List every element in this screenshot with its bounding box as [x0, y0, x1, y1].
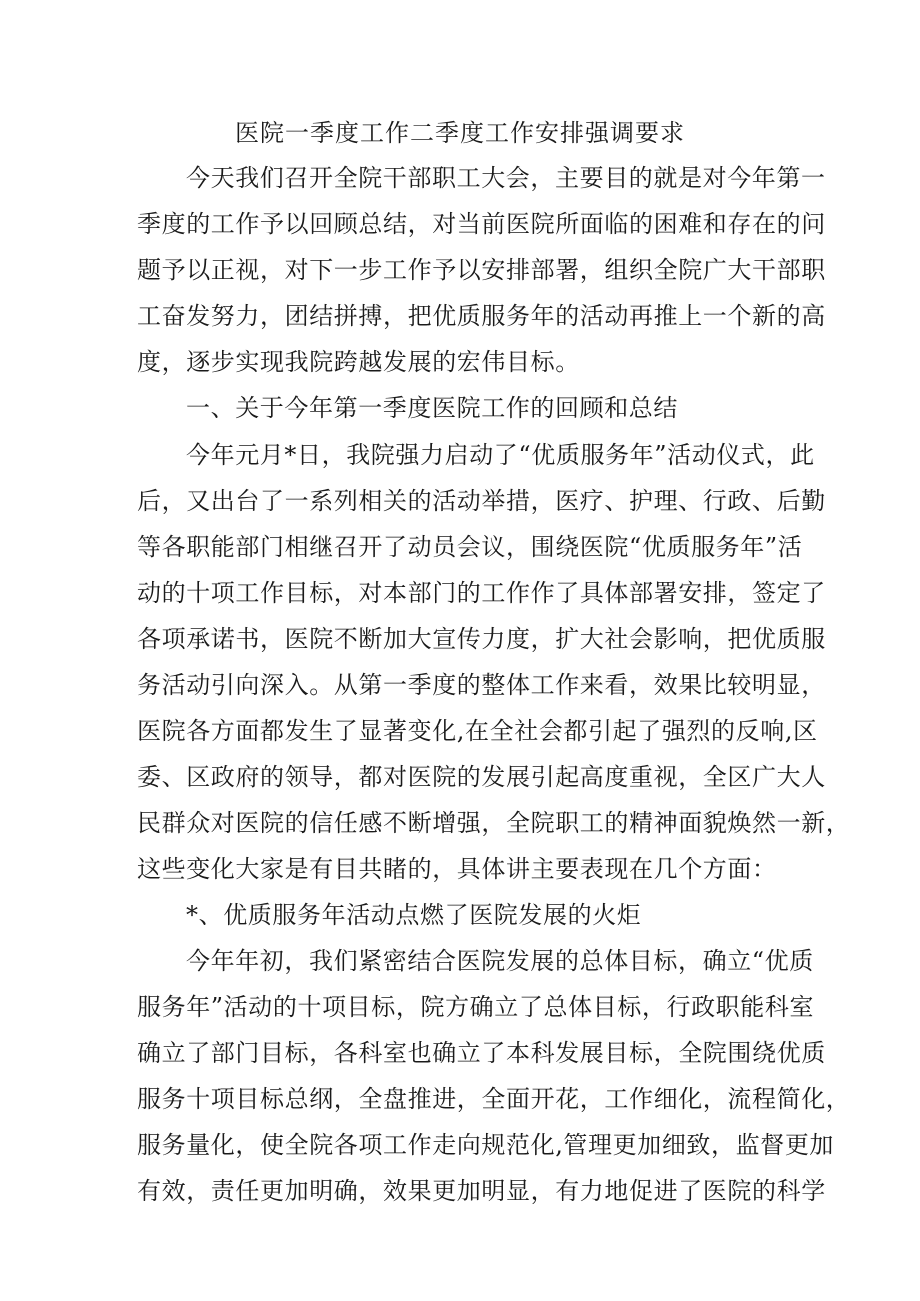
paragraph-line: 度，逐步实现我院跨越发展的宏伟目标。	[137, 348, 580, 376]
paragraph-line: 今年年初，我们紧密结合医院发展的总体目标，确立“优质	[186, 947, 814, 975]
paragraph-line: 后，又出台了一系列相关的活动举措，医疗、护理、行政、后勤	[137, 487, 826, 515]
paragraph-line: 民群众对医院的信任感不断增强，全院职工的精神面貌焕然一新，	[137, 809, 851, 837]
paragraph-line: 服务量化，使全院各项工作走向规范化,管理更加细致，监督更加	[137, 1131, 835, 1159]
paragraph-line: 工奋发努力，团结拼搏，把优质服务年的活动再推上一个新的高	[137, 302, 826, 330]
paragraph-line: 今天我们召开全院干部职工大会，主要目的就是对今年第一	[186, 164, 826, 192]
subsection-heading: *、优质服务年活动点燃了医院发展的火炬	[186, 901, 642, 929]
section-heading: 一、关于今年第一季度医院工作的回顾和总结	[186, 394, 678, 422]
paragraph-line: 题予以正视，对下一步工作予以安排部署，组织全院广大干部职	[137, 256, 826, 284]
paragraph-line: 医院各方面都发生了显著变化,在全社会都引起了强烈的反响,区	[137, 717, 818, 745]
paragraph-line: 务活动引向深入。从第一季度的整体工作来看，效果比较明显，	[137, 671, 826, 699]
paragraph-line: 委、区政府的领导，都对医院的发展引起高度重视，全区广大人	[137, 763, 826, 791]
paragraph-line: 季度的工作予以回顾总结，对当前医院所面临的困难和存在的问	[137, 210, 826, 238]
paragraph-line: 这些变化大家是有目共睹的，具体讲主要表现在几个方面：	[137, 855, 777, 883]
document-title: 医院一季度工作二季度工作安排强调要求	[235, 119, 685, 147]
paragraph-line: 今年元月*日，我院强力启动了“优质服务年”活动仪式，此	[186, 441, 815, 469]
paragraph-line: 服务十项目标总纲，全盘推进，全面开花，工作细化，流程简化，	[137, 1085, 851, 1113]
paragraph-line: 有效，责任更加明确，效果更加明显，有力地促进了医院的科学	[137, 1177, 826, 1205]
paragraph-line: 确立了部门目标，各科室也确立了本科发展目标，全院围绕优质	[137, 1039, 826, 1067]
paragraph-line: 各项承诺书，医院不断加大宣传力度，扩大社会影响，把优质服	[137, 625, 826, 653]
paragraph-line: 等各职能部门相继召开了动员会议，围绕医院“优质服务年”活	[137, 533, 803, 561]
paragraph-line: 动的十项工作目标，对本部门的工作作了具体部署安排，签定了	[137, 579, 826, 607]
paragraph-line: 服务年”活动的十项目标，院方确立了总体目标，行政职能科室	[137, 993, 815, 1021]
